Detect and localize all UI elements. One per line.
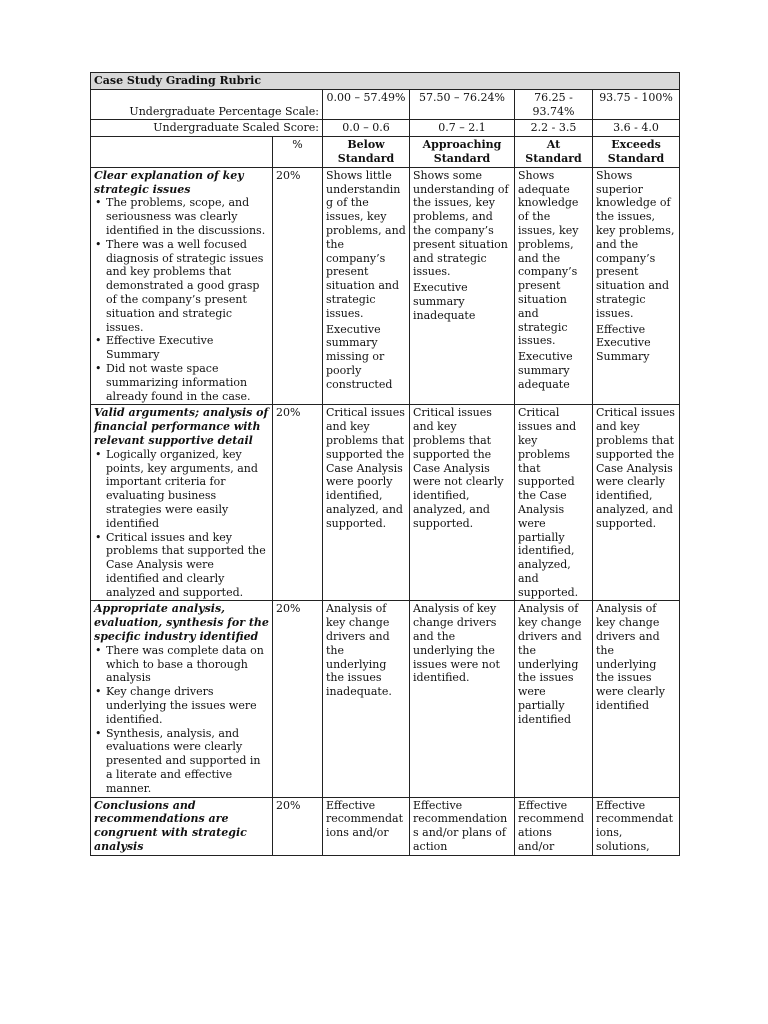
criterion-bullet: • There was complete data on which to base a thorough analysis (94, 644, 269, 685)
descriptor-text: Shows adequate knowledge of the issues, key problems, and the company’s present situation and strategic issues. (518, 168, 579, 348)
descriptor-below (323, 601, 410, 797)
criterion-bullet: • Key change drivers underlying the issues were identified. (94, 685, 269, 726)
descriptor-approaching (410, 601, 515, 797)
descriptor-approaching (410, 797, 515, 855)
criterion-bullet: • Synthesis, analysis, and evaluations were clearly presented and supported in a literate and effective manner. (94, 727, 269, 796)
scaled-score-approaching: 0.7 – 2.1 (410, 120, 515, 137)
level-header-at: At Standard (515, 137, 593, 168)
criterion-title: Appropriate analysis, evaluation, synthesis for the specific industry identified (94, 602, 269, 644)
descriptor-text: Executive summary inadequate (413, 281, 476, 322)
descriptor-text: Critical issues and key problems that supported the Case Analysis were partially identified, analyzed, and supported. (518, 406, 579, 599)
rubric-title: Case Study Grading Rubric (91, 73, 680, 90)
criterion-bullet: • Effective Executive Summary (94, 334, 269, 362)
descriptor-exceeds (593, 167, 680, 405)
percentage-scale-row (91, 89, 680, 120)
level-header-exceeds: Exceeds Standard (593, 137, 680, 168)
criterion-title: Valid arguments; analysis of financial performance with relevant supportive detail (94, 406, 269, 447)
criterion-bullet: • Logically organized, key points, key arguments, and important criteria for evaluating business strategies were easily identified (94, 448, 269, 531)
criterion-bullet-list (94, 644, 269, 796)
descriptor-text: Effective recommendations and/or plans of action (413, 798, 508, 854)
percentage-scale-below: 0.00 – 57.49% (323, 89, 410, 120)
descriptor-text: Shows some understanding of the issues, key problems, and the company’s present situation and strategic issues. (413, 168, 509, 279)
descriptor-below (323, 797, 410, 855)
descriptor-text: Critical issues and key problems that supported the Case Analysis were clearly identified, analyzed, and supported. (596, 406, 675, 530)
descriptor-text: Critical issues and key problems that supported the Case Analysis were poorly identified, analyzed, and supported. (326, 406, 405, 530)
scaled-score-row (91, 120, 680, 137)
descriptor-text: Effective recommendations and/or (518, 798, 585, 854)
percentage-scale-label: Undergraduate Percentage Scale: (91, 89, 323, 120)
descriptor-text: Executive summary adequate (518, 350, 573, 391)
criterion-bullet: • The problems, scope, and seriousness was clearly identified in the discussions. (94, 196, 269, 237)
criterion-weight: 20% (273, 797, 323, 855)
descriptor-at (515, 405, 593, 601)
criteria-header-blank (91, 137, 273, 168)
descriptor-at (515, 167, 593, 405)
scaled-score-below: 0.0 – 0.6 (323, 120, 410, 137)
descriptor-text: Executive summary missing or poorly constructed (326, 322, 393, 391)
scaled-score-label: Undergraduate Scaled Score: (91, 120, 323, 137)
criterion-cell (91, 405, 273, 601)
criterion-weight: 20% (273, 405, 323, 601)
descriptor-at (515, 797, 593, 855)
criterion-cell (91, 601, 273, 797)
descriptor-approaching (410, 167, 515, 405)
percentage-scale-approaching: 57.50 – 76.24% (410, 89, 515, 120)
descriptor-approaching (410, 405, 515, 601)
level-header-row (91, 137, 680, 168)
criterion-bullet-list (94, 196, 269, 403)
criterion-title: Clear explanation of key strategic issues (94, 168, 244, 196)
descriptor-below (323, 405, 410, 601)
level-header-below: Below Standard (323, 137, 410, 168)
descriptor-exceeds (593, 797, 680, 855)
descriptor-text: Critical issues and key problems that supported the Case Analysis were not clearly identified, analyzed, and supported. (413, 406, 504, 530)
criterion-row (91, 405, 680, 601)
criterion-weight: 20% (273, 601, 323, 797)
level-header-approaching: Approaching Standard (410, 137, 515, 168)
criterion-cell (91, 797, 273, 855)
criterion-cell (91, 167, 273, 405)
descriptor-text: Analysis of key change drivers and the underlying the issues were clearly identified (596, 602, 665, 713)
grading-rubric-table (90, 72, 680, 856)
descriptor-text: Shows superior knowledge of the issues, key problems, and the company’s present situation and strategic issues. (596, 168, 675, 320)
criterion-row (91, 601, 680, 797)
descriptor-text: Shows little understanding of the issues, key problems, and the company’s present situation and strategic issues. (326, 168, 406, 320)
descriptor-text: Effective recommendations and/or (326, 798, 404, 840)
criterion-weight: 20% (273, 167, 323, 405)
criterion-bullet: • Did not waste space summarizing information already found in the case. (94, 362, 269, 403)
descriptor-exceeds (593, 601, 680, 797)
descriptor-below (323, 167, 410, 405)
descriptor-text: Effective recommendations, solutions, (596, 798, 674, 854)
scaled-score-exceeds: 3.6 - 4.0 (593, 120, 680, 137)
scaled-score-at: 2.2 - 3.5 (515, 120, 593, 137)
percentage-scale-at: 76.25 - 93.74% (515, 89, 593, 120)
criterion-bullet: • Critical issues and key problems that supported the Case Analysis were identified and clearly analyzed and supported. (94, 531, 269, 600)
descriptor-at (515, 601, 593, 797)
criterion-title: Conclusions and recommendations are congruent with strategic analysis (94, 798, 247, 854)
criterion-bullet: • There was a well focused diagnosis of strategic issues and key problems that demonstrated a good grasp of the company’s present situation and strategic issues. (94, 238, 269, 335)
criterion-bullet-list (94, 448, 269, 600)
percentage-scale-exceeds: 93.75 - 100% (593, 89, 680, 120)
descriptor-text: Effective Executive Summary (596, 322, 651, 364)
descriptor-text: Analysis of key change drivers and the underlying the issues were not identified. (413, 602, 500, 685)
descriptor-text: Analysis of key change drivers and the underlying the issues inadequate. (326, 602, 392, 699)
weight-header: % (273, 137, 323, 168)
descriptor-text: Analysis of key change drivers and the underlying the issues were partially identified (518, 602, 582, 726)
rubric-title-row (91, 73, 680, 90)
criterion-row (91, 167, 680, 405)
descriptor-exceeds (593, 405, 680, 601)
criterion-row (91, 797, 680, 855)
